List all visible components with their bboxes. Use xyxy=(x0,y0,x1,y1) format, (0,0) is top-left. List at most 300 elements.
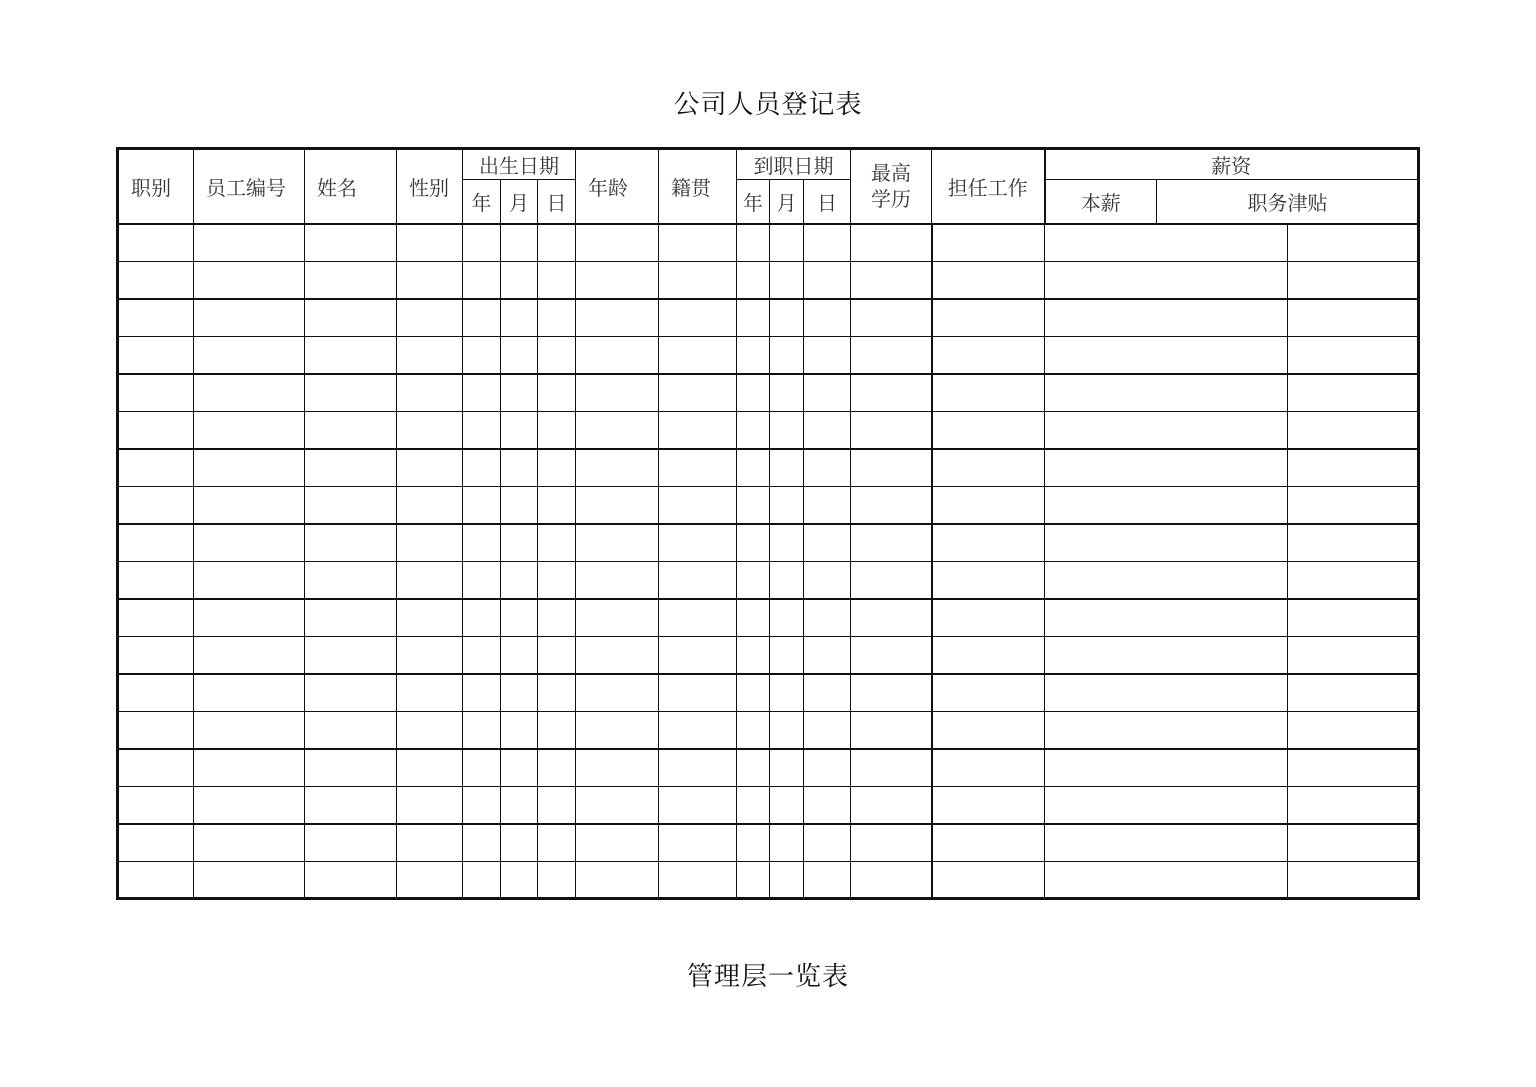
table-cell[interactable] xyxy=(501,336,538,374)
table-cell[interactable] xyxy=(576,299,659,337)
table-cell[interactable] xyxy=(501,711,538,749)
table-cell[interactable] xyxy=(1045,411,1288,449)
table-cell[interactable] xyxy=(659,599,737,637)
table-cell[interactable] xyxy=(770,486,804,524)
table-cell[interactable] xyxy=(932,374,1045,412)
table-cell[interactable] xyxy=(659,824,737,862)
table-cell[interactable] xyxy=(659,711,737,749)
table-cell[interactable] xyxy=(659,749,737,787)
table-cell[interactable] xyxy=(305,374,397,412)
table-cell[interactable] xyxy=(576,374,659,412)
table-cell[interactable] xyxy=(932,786,1045,824)
table-cell[interactable] xyxy=(737,599,770,637)
table-cell[interactable] xyxy=(118,374,194,412)
table-cell[interactable] xyxy=(737,786,770,824)
table-cell[interactable] xyxy=(1288,449,1419,487)
table-cell[interactable] xyxy=(737,486,770,524)
table-cell[interactable] xyxy=(118,711,194,749)
table-cell[interactable] xyxy=(659,261,737,299)
table-cell[interactable] xyxy=(804,599,851,637)
table-cell[interactable] xyxy=(659,374,737,412)
table-cell[interactable] xyxy=(538,861,576,899)
table-cell[interactable] xyxy=(463,636,501,674)
table-cell[interactable] xyxy=(576,524,659,562)
table-cell[interactable] xyxy=(538,636,576,674)
table-cell[interactable] xyxy=(770,336,804,374)
table-cell[interactable] xyxy=(1288,336,1419,374)
table-cell[interactable] xyxy=(118,599,194,637)
table-cell[interactable] xyxy=(538,599,576,637)
table-cell[interactable] xyxy=(118,261,194,299)
table-cell[interactable] xyxy=(501,486,538,524)
table-cell[interactable] xyxy=(770,524,804,562)
table-cell[interactable] xyxy=(576,749,659,787)
table-cell[interactable] xyxy=(659,486,737,524)
table-cell[interactable] xyxy=(194,261,305,299)
table-cell[interactable] xyxy=(463,824,501,862)
table-cell[interactable] xyxy=(1288,636,1419,674)
table-cell[interactable] xyxy=(576,449,659,487)
table-cell[interactable] xyxy=(397,374,463,412)
table-cell[interactable] xyxy=(305,861,397,899)
table-cell[interactable] xyxy=(538,411,576,449)
table-cell[interactable] xyxy=(770,411,804,449)
table-cell[interactable] xyxy=(118,636,194,674)
header-hire-day: 日 xyxy=(804,180,851,224)
table-cell[interactable] xyxy=(194,824,305,862)
table-cell[interactable] xyxy=(1288,524,1419,562)
table-cell[interactable] xyxy=(737,261,770,299)
table-cell[interactable] xyxy=(397,336,463,374)
table-cell[interactable] xyxy=(851,411,932,449)
table-cell[interactable] xyxy=(538,449,576,487)
table-cell[interactable] xyxy=(397,749,463,787)
table-cell[interactable] xyxy=(659,449,737,487)
table-cell[interactable] xyxy=(659,636,737,674)
table-cell[interactable] xyxy=(851,261,932,299)
table-cell[interactable] xyxy=(305,299,397,337)
table-cell[interactable] xyxy=(463,449,501,487)
table-cell[interactable] xyxy=(932,486,1045,524)
table-cell[interactable] xyxy=(538,261,576,299)
table-cell[interactable] xyxy=(1288,824,1419,862)
table-cell[interactable] xyxy=(576,711,659,749)
table-cell[interactable] xyxy=(194,411,305,449)
table-cell[interactable] xyxy=(851,224,932,262)
table-cell[interactable] xyxy=(1288,261,1419,299)
table-cell[interactable] xyxy=(932,861,1045,899)
table-cell[interactable] xyxy=(576,411,659,449)
table-cell[interactable] xyxy=(1288,599,1419,637)
table-cell[interactable] xyxy=(463,299,501,337)
table-cell[interactable] xyxy=(463,749,501,787)
table-cell[interactable] xyxy=(118,749,194,787)
table-cell[interactable] xyxy=(118,861,194,899)
table-cell[interactable] xyxy=(932,599,1045,637)
table-cell[interactable] xyxy=(501,786,538,824)
table-cell[interactable] xyxy=(1288,561,1419,599)
table-cell[interactable] xyxy=(770,636,804,674)
table-cell[interactable] xyxy=(851,486,932,524)
table-cell[interactable] xyxy=(932,449,1045,487)
table-cell[interactable] xyxy=(804,486,851,524)
table-cell[interactable] xyxy=(538,674,576,712)
table-cell[interactable] xyxy=(804,524,851,562)
table-cell[interactable] xyxy=(851,561,932,599)
table-cell[interactable] xyxy=(932,824,1045,862)
table-cell[interactable] xyxy=(1288,374,1419,412)
table-cell[interactable] xyxy=(851,449,932,487)
table-cell[interactable] xyxy=(118,336,194,374)
table-cell[interactable] xyxy=(501,449,538,487)
table-cell[interactable] xyxy=(305,599,397,637)
header-position: 职别 xyxy=(118,149,194,224)
table-cell[interactable] xyxy=(737,711,770,749)
table-cell[interactable] xyxy=(576,336,659,374)
table-cell[interactable] xyxy=(659,561,737,599)
table-cell[interactable] xyxy=(770,261,804,299)
table-cell[interactable] xyxy=(851,336,932,374)
table-cell[interactable] xyxy=(1045,599,1288,637)
table-cell[interactable] xyxy=(576,786,659,824)
table-cell[interactable] xyxy=(397,224,463,262)
table-cell[interactable] xyxy=(305,336,397,374)
table-cell[interactable] xyxy=(501,599,538,637)
table-cell[interactable] xyxy=(501,824,538,862)
table-cell[interactable] xyxy=(804,374,851,412)
table-cell[interactable] xyxy=(659,336,737,374)
table-cell[interactable] xyxy=(932,299,1045,337)
table-cell[interactable] xyxy=(1045,636,1288,674)
table-cell[interactable] xyxy=(1288,711,1419,749)
table-cell[interactable] xyxy=(737,824,770,862)
table-cell[interactable] xyxy=(463,561,501,599)
table-cell[interactable] xyxy=(737,636,770,674)
table-cell[interactable] xyxy=(397,261,463,299)
table-cell[interactable] xyxy=(804,224,851,262)
table-cell[interactable] xyxy=(932,636,1045,674)
table-row xyxy=(118,336,1419,374)
table-cell[interactable] xyxy=(1045,561,1288,599)
table-cell[interactable] xyxy=(851,599,932,637)
table-cell[interactable] xyxy=(659,861,737,899)
table-cell[interactable] xyxy=(194,299,305,337)
table-cell[interactable] xyxy=(538,749,576,787)
table-cell[interactable] xyxy=(305,674,397,712)
table-cell[interactable] xyxy=(305,524,397,562)
table-cell[interactable] xyxy=(305,824,397,862)
table-cell[interactable] xyxy=(659,524,737,562)
table-cell[interactable] xyxy=(194,711,305,749)
table-cell[interactable] xyxy=(770,299,804,337)
table-cell[interactable] xyxy=(305,411,397,449)
table-cell[interactable] xyxy=(851,299,932,337)
table-cell[interactable] xyxy=(538,299,576,337)
table-row xyxy=(118,449,1419,487)
table-cell[interactable] xyxy=(501,861,538,899)
table-cell[interactable] xyxy=(397,861,463,899)
table-cell[interactable] xyxy=(737,299,770,337)
table-cell[interactable] xyxy=(538,486,576,524)
table-cell[interactable] xyxy=(194,449,305,487)
table-row xyxy=(118,824,1419,862)
table-cell[interactable] xyxy=(576,486,659,524)
table-cell[interactable] xyxy=(1045,674,1288,712)
table-cell[interactable] xyxy=(932,411,1045,449)
table-cell[interactable] xyxy=(463,524,501,562)
table-cell[interactable] xyxy=(1045,486,1288,524)
table-cell[interactable] xyxy=(305,486,397,524)
table-cell[interactable] xyxy=(737,674,770,712)
table-cell[interactable] xyxy=(463,861,501,899)
table-cell[interactable] xyxy=(804,786,851,824)
table-cell[interactable] xyxy=(737,449,770,487)
table-cell[interactable] xyxy=(1288,224,1419,262)
table-cell[interactable] xyxy=(851,374,932,412)
table-cell[interactable] xyxy=(305,636,397,674)
table-cell[interactable] xyxy=(397,486,463,524)
table-cell[interactable] xyxy=(770,861,804,899)
table-cell[interactable] xyxy=(770,711,804,749)
table-cell[interactable] xyxy=(851,636,932,674)
table-cell[interactable] xyxy=(501,674,538,712)
table-cell[interactable] xyxy=(576,599,659,637)
header-name: 姓名 xyxy=(305,149,397,224)
table-cell[interactable] xyxy=(538,824,576,862)
table-cell[interactable] xyxy=(1045,824,1288,862)
table-cell[interactable] xyxy=(118,524,194,562)
table-cell[interactable] xyxy=(305,561,397,599)
table-cell[interactable] xyxy=(118,411,194,449)
table-row xyxy=(118,711,1419,749)
page-title: 公司人员登记表 xyxy=(673,90,863,120)
table-cell[interactable] xyxy=(194,524,305,562)
table-cell[interactable] xyxy=(501,636,538,674)
table-cell[interactable] xyxy=(305,749,397,787)
table-cell[interactable] xyxy=(1288,861,1419,899)
table-cell[interactable] xyxy=(932,749,1045,787)
table-cell[interactable] xyxy=(737,524,770,562)
table-cell[interactable] xyxy=(737,411,770,449)
table-cell[interactable] xyxy=(770,824,804,862)
table-cell[interactable] xyxy=(463,374,501,412)
table-cell[interactable] xyxy=(501,299,538,337)
table-cell[interactable] xyxy=(659,674,737,712)
table-cell[interactable] xyxy=(194,786,305,824)
table-cell[interactable] xyxy=(932,561,1045,599)
table-cell[interactable] xyxy=(305,711,397,749)
table-cell[interactable] xyxy=(194,636,305,674)
table-cell[interactable] xyxy=(576,824,659,862)
table-cell[interactable] xyxy=(397,411,463,449)
table-cell[interactable] xyxy=(932,224,1045,262)
table-cell[interactable] xyxy=(118,786,194,824)
table-cell[interactable] xyxy=(659,411,737,449)
table-cell[interactable] xyxy=(1045,749,1288,787)
table-cell[interactable] xyxy=(659,299,737,337)
table-cell[interactable] xyxy=(538,336,576,374)
table-cell[interactable] xyxy=(804,411,851,449)
table-cell[interactable] xyxy=(463,711,501,749)
table-cell[interactable] xyxy=(1045,711,1288,749)
table-cell[interactable] xyxy=(804,749,851,787)
table-cell[interactable] xyxy=(1288,411,1419,449)
table-cell[interactable] xyxy=(851,861,932,899)
table-cell[interactable] xyxy=(804,299,851,337)
table-cell[interactable] xyxy=(397,599,463,637)
table-cell[interactable] xyxy=(851,674,932,712)
table-cell[interactable] xyxy=(804,861,851,899)
table-cell[interactable] xyxy=(659,786,737,824)
table-cell[interactable] xyxy=(770,674,804,712)
table-cell[interactable] xyxy=(501,261,538,299)
table-cell[interactable] xyxy=(397,636,463,674)
table-cell[interactable] xyxy=(463,786,501,824)
table-cell[interactable] xyxy=(770,224,804,262)
table-cell[interactable] xyxy=(194,674,305,712)
table-cell[interactable] xyxy=(1045,861,1288,899)
table-cell[interactable] xyxy=(1045,336,1288,374)
table-cell[interactable] xyxy=(397,824,463,862)
table-cell[interactable] xyxy=(770,749,804,787)
table-cell[interactable] xyxy=(463,411,501,449)
table-cell[interactable] xyxy=(397,786,463,824)
table-cell[interactable] xyxy=(804,336,851,374)
table-cell[interactable] xyxy=(804,711,851,749)
table-cell[interactable] xyxy=(851,711,932,749)
table-cell[interactable] xyxy=(463,336,501,374)
table-cell[interactable] xyxy=(1045,524,1288,562)
table-cell[interactable] xyxy=(194,749,305,787)
table-cell[interactable] xyxy=(1045,299,1288,337)
table-cell[interactable] xyxy=(463,599,501,637)
table-cell[interactable] xyxy=(932,524,1045,562)
table-cell[interactable] xyxy=(118,224,194,262)
table-cell[interactable] xyxy=(576,861,659,899)
table-row xyxy=(118,599,1419,637)
table-cell[interactable] xyxy=(118,299,194,337)
table-cell[interactable] xyxy=(538,374,576,412)
table-cell[interactable] xyxy=(770,786,804,824)
table-cell[interactable] xyxy=(538,524,576,562)
table-cell[interactable] xyxy=(659,224,737,262)
table-cell[interactable] xyxy=(463,224,501,262)
table-cell[interactable] xyxy=(194,861,305,899)
table-cell[interactable] xyxy=(804,561,851,599)
table-cell[interactable] xyxy=(851,786,932,824)
table-cell[interactable] xyxy=(538,224,576,262)
table-cell[interactable] xyxy=(932,674,1045,712)
table-cell[interactable] xyxy=(851,824,932,862)
table-cell[interactable] xyxy=(118,449,194,487)
table-cell[interactable] xyxy=(737,224,770,262)
table-cell[interactable] xyxy=(804,824,851,862)
table-cell[interactable] xyxy=(737,861,770,899)
table-cell[interactable] xyxy=(1288,749,1419,787)
table-cell[interactable] xyxy=(194,224,305,262)
table-cell[interactable] xyxy=(501,411,538,449)
table-cell[interactable] xyxy=(118,486,194,524)
table-cell[interactable] xyxy=(397,299,463,337)
table-cell[interactable] xyxy=(576,636,659,674)
table-cell[interactable] xyxy=(397,711,463,749)
table-cell[interactable] xyxy=(501,524,538,562)
table-cell[interactable] xyxy=(804,449,851,487)
table-cell[interactable] xyxy=(804,261,851,299)
table-cell[interactable] xyxy=(770,561,804,599)
table-cell[interactable] xyxy=(501,374,538,412)
table-cell[interactable] xyxy=(932,261,1045,299)
table-cell[interactable] xyxy=(397,524,463,562)
table-cell[interactable] xyxy=(932,336,1045,374)
table-cell[interactable] xyxy=(576,261,659,299)
table-row xyxy=(118,486,1419,524)
table-cell[interactable] xyxy=(932,711,1045,749)
table-cell[interactable] xyxy=(1045,261,1288,299)
table-cell[interactable] xyxy=(538,711,576,749)
table-cell[interactable] xyxy=(1045,449,1288,487)
table-cell[interactable] xyxy=(770,449,804,487)
table-cell[interactable] xyxy=(194,561,305,599)
table-row xyxy=(118,524,1419,562)
table-cell[interactable] xyxy=(194,374,305,412)
table-cell[interactable] xyxy=(194,336,305,374)
table-cell[interactable] xyxy=(305,224,397,262)
table-cell[interactable] xyxy=(305,449,397,487)
table-cell[interactable] xyxy=(804,674,851,712)
table-cell[interactable] xyxy=(397,449,463,487)
table-cell[interactable] xyxy=(770,374,804,412)
table-cell[interactable] xyxy=(1045,374,1288,412)
table-cell[interactable] xyxy=(501,561,538,599)
table-cell[interactable] xyxy=(1288,786,1419,824)
table-cell[interactable] xyxy=(1288,299,1419,337)
table-cell[interactable] xyxy=(501,224,538,262)
table-cell[interactable] xyxy=(305,786,397,824)
table-cell[interactable] xyxy=(194,599,305,637)
table-cell[interactable] xyxy=(397,674,463,712)
table-cell[interactable] xyxy=(770,599,804,637)
header-native-place: 籍贯 xyxy=(659,149,737,224)
table-cell[interactable] xyxy=(576,561,659,599)
table-cell[interactable] xyxy=(737,749,770,787)
table-cell[interactable] xyxy=(1288,486,1419,524)
table-cell[interactable] xyxy=(737,374,770,412)
table-cell[interactable] xyxy=(463,674,501,712)
table-cell[interactable] xyxy=(305,261,397,299)
table-cell[interactable] xyxy=(1288,674,1419,712)
table-cell[interactable] xyxy=(576,224,659,262)
table-cell[interactable] xyxy=(1045,786,1288,824)
table-cell[interactable] xyxy=(538,786,576,824)
table-cell[interactable] xyxy=(851,749,932,787)
table-cell[interactable] xyxy=(804,636,851,674)
table-cell[interactable] xyxy=(463,486,501,524)
table-cell[interactable] xyxy=(463,261,501,299)
table-cell[interactable] xyxy=(737,336,770,374)
table-cell[interactable] xyxy=(118,561,194,599)
table-cell[interactable] xyxy=(118,674,194,712)
table-cell[interactable] xyxy=(1045,224,1288,262)
table-cell[interactable] xyxy=(501,749,538,787)
table-cell[interactable] xyxy=(194,486,305,524)
table-cell[interactable] xyxy=(737,561,770,599)
table-cell[interactable] xyxy=(538,561,576,599)
table-cell[interactable] xyxy=(118,824,194,862)
table-cell[interactable] xyxy=(397,561,463,599)
table-cell[interactable] xyxy=(851,524,932,562)
table-cell[interactable] xyxy=(576,674,659,712)
